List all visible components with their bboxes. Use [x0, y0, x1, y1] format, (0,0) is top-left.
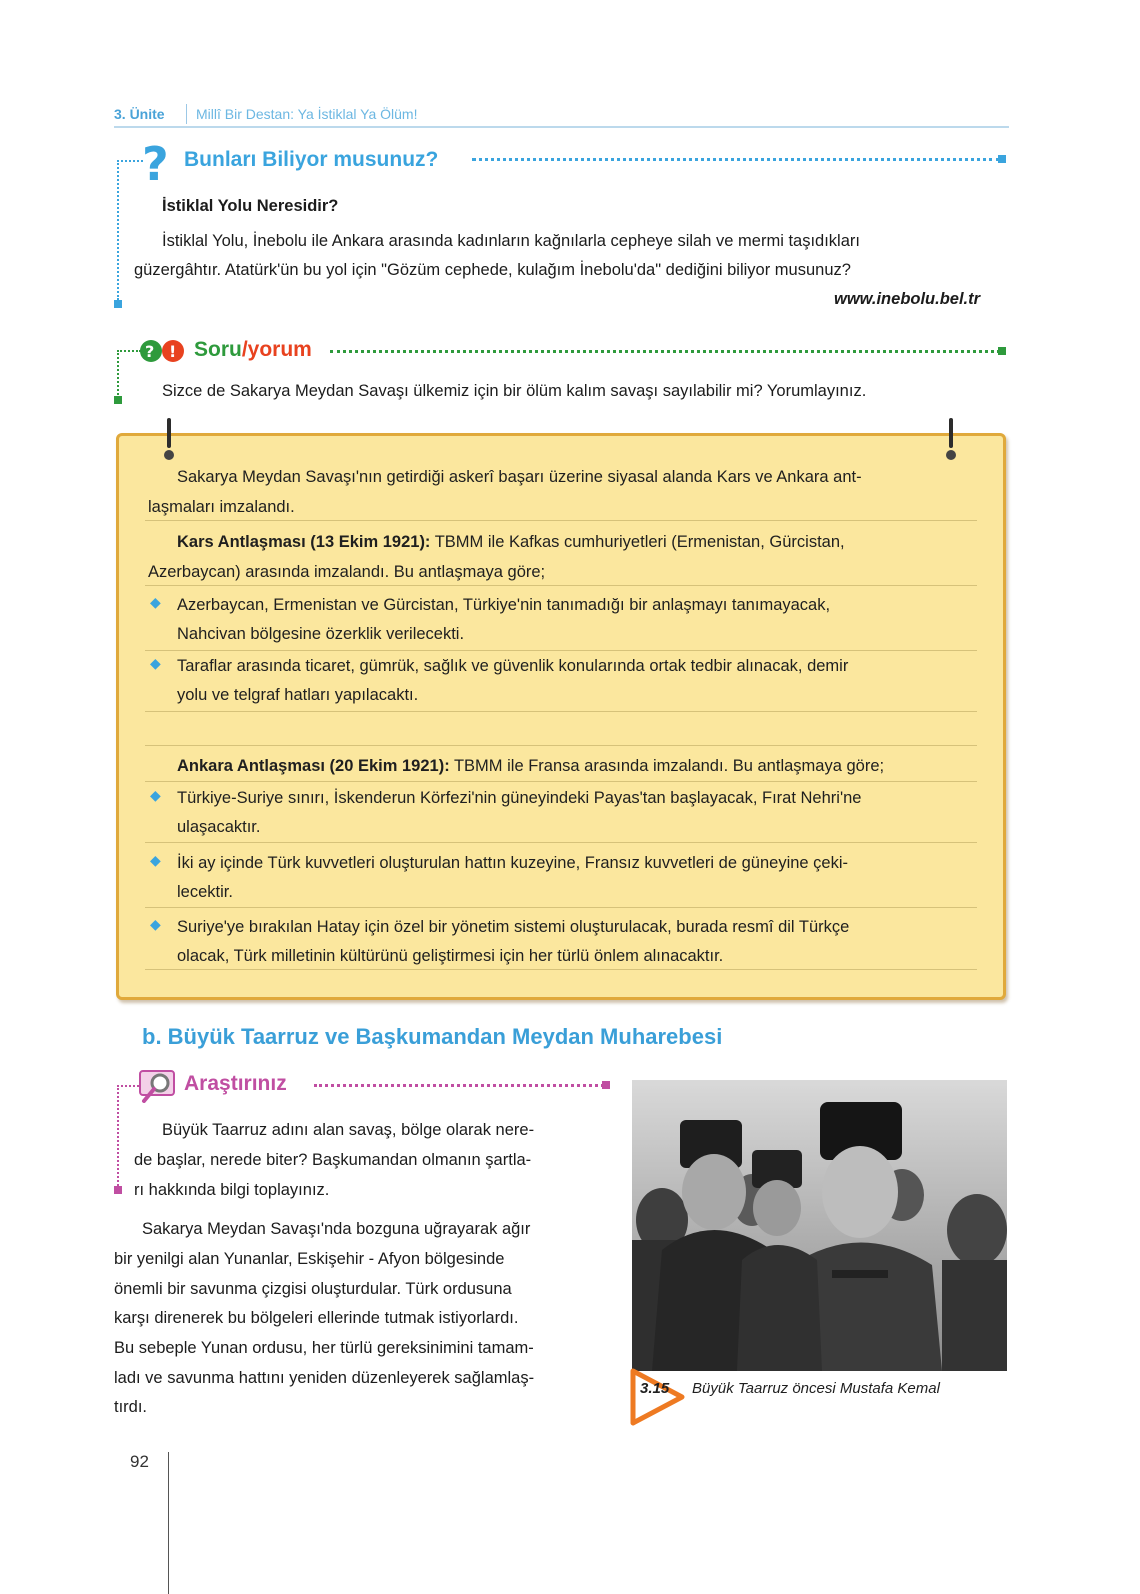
magnifier-icon	[138, 1069, 180, 1103]
svg-text:?: ?	[145, 342, 155, 361]
box-rule	[145, 842, 977, 843]
kars-item-2a: Taraflar arasında ticaret, gümrük, sağlık ve güvenlik konularında ortak tedbir alınacak, demir	[177, 657, 849, 675]
question-mark-icon	[140, 140, 176, 186]
soru-side-rule	[117, 350, 119, 398]
ankara-item-2b: lecektir.	[177, 883, 233, 901]
ankara-bold: Ankara Antlaşması (20 Ekim 1921):	[177, 757, 450, 775]
caption-triangle-icon	[630, 1368, 686, 1426]
ankara-item-1b: ulaşacaktır.	[177, 818, 261, 836]
box-intro-2: laşmaları imzalandı.	[148, 498, 295, 516]
soru-text: Sizce de Sakarya Meydan Savaşı ülkemiz için bir ölüm kalım savaşı sayılabilir mi? Yorumlayınız.	[162, 382, 867, 400]
box-rule	[145, 650, 977, 651]
kars-heading	[177, 528, 845, 557]
box-intro-1: Sakarya Meydan Savaşı'nın getirdiği askerî başarı üzerine siyasal alanda Kars ve Ankara ant-	[177, 468, 862, 486]
ankara-rest: TBMM ile Fransa arasında imzalandı. Bu antlaşmaya göre;	[449, 757, 885, 775]
box-rule	[145, 907, 977, 908]
bilgi-line-1: İstiklal Yolu, İnebolu ile Ankara arasında kadınların kağnılarla cepheye silah ve mermi taşıdıkları	[162, 232, 860, 250]
page-header	[114, 104, 1009, 128]
ankara-item-3b: olacak, Türk milletinin kültürünü geliştirmesi için her türlü önlem alınacaktır.	[177, 947, 724, 965]
unit-label: 3. Ünite	[114, 106, 165, 122]
unit-title: Millî Bir Destan: Ya İstiklal Ya Ölüm!	[196, 106, 418, 122]
figure-number: 3.15	[640, 1380, 670, 1397]
bullet-icon: ◆	[150, 852, 161, 868]
page-number-rule	[168, 1452, 169, 1594]
kars-bold: Kars Antlaşması (13 Ekim 1921):	[177, 533, 431, 551]
arastir-rule-end	[114, 1186, 122, 1194]
kars-item-1b: Nahcivan bölgesine özerklik verilecekti.	[177, 625, 465, 643]
soru-title	[194, 338, 312, 362]
body-line-6: ladı ve savunma hattını yeniden düzenleyerek sağlamlaş-	[114, 1369, 535, 1387]
bilgi-title: Bunları Biliyor musunuz?	[184, 148, 439, 171]
kars-item-1a: Azerbaycan, Ermenistan ve Gürcistan, Türkiye'nin tanımadığı bir anlaşmayı tanımayacak,	[177, 596, 831, 614]
kars-item-2b: yolu ve telgraf hatları yapılacaktı.	[177, 686, 419, 704]
arastir-title: Araştırınız	[184, 1072, 287, 1095]
soru-title-leader	[330, 350, 1000, 353]
photo-image	[632, 1080, 1007, 1371]
ankara-item-3a: Suriye'ye bırakılan Hatay için özel bir yönetim sistemi oluşturulacak, burada resmî dil Türkçe	[177, 918, 850, 936]
arastir-line-3: rı hakkında bilgi toplayınız.	[134, 1181, 330, 1199]
kars-line-2: Azerbaycan) arasında imzalandı. Bu antlaşmaya göre;	[148, 563, 546, 581]
arastir-side-rule	[117, 1085, 119, 1189]
bilgi-rule-end	[114, 300, 122, 308]
bilgi-title-end	[998, 155, 1006, 163]
bullet-icon: ◆	[150, 787, 161, 803]
section-b-heading: b. Büyük Taarruz ve Başkumandan Meydan Muharebesi	[142, 1024, 723, 1049]
body-line-1: Sakarya Meydan Savaşı'nda bozguna uğrayarak ağır	[142, 1220, 531, 1238]
speech-bubbles-icon	[140, 339, 186, 363]
ankara-item-1a: Türkiye-Suriye sınırı, İskenderun Körfezi'nin güneyindeki Payas'tan başlayacak, Fırat Nehri'ne	[177, 789, 862, 807]
bilgi-title-leader	[472, 158, 1000, 161]
bilgi-subtitle: İstiklal Yolu Neresidir?	[162, 197, 339, 215]
body-line-7: tırdı.	[114, 1398, 148, 1416]
figure-caption: Büyük Taarruz öncesi Mustafa Kemal	[692, 1380, 940, 1397]
soru-rule-end	[114, 396, 122, 404]
header-separator	[186, 104, 187, 124]
bullet-icon: ◆	[150, 594, 161, 610]
bilgi-line-2: güzergâhtır. Atatürk'ün bu yol için "Gözüm cephede, kulağım İnebolu'da" dediğini biliyor musunuz?	[134, 261, 851, 279]
arastir-line-2: de başlar, nerede biter? Başkumandan olmanın şartla-	[134, 1151, 532, 1169]
body-line-4: karşı direnerek bu bölgeleri ellerinde tutmak istiyorlardı.	[114, 1309, 519, 1327]
body-line-2: bir yenilgi alan Yunanlar, Eskişehir - Afyon bölgesinde	[114, 1250, 505, 1268]
soru-title-b: /yorum	[241, 338, 312, 361]
ankara-item-2a: İki ay içinde Türk kuvvetleri oluşturulan hattın kuzeyine, Fransız kuvvetleri de güneyine çeki-	[177, 854, 849, 872]
body-line-5: Bu sebeple Yunan ordusu, her türlü gereksinimini tamam-	[114, 1339, 534, 1357]
kars-rest: TBMM ile Kafkas cumhuriyetleri (Ermenistan, Gürcistan,	[430, 533, 845, 551]
bilgi-source: www.inebolu.bel.tr	[834, 290, 981, 308]
ankara-heading	[177, 752, 884, 781]
soru-title-a: Soru	[194, 338, 242, 361]
bilgi-side-rule	[117, 160, 119, 300]
historical-photo	[632, 1080, 1007, 1371]
pin-icon-left	[164, 418, 174, 460]
soru-title-end	[998, 347, 1006, 355]
soru-leader-left	[117, 350, 141, 352]
box-rule	[145, 781, 977, 782]
page-number: 92	[130, 1452, 149, 1471]
bullet-icon: ◆	[150, 655, 161, 671]
box-rule	[145, 711, 977, 712]
pin-icon-right	[946, 418, 956, 460]
arastir-leader-left	[117, 1085, 139, 1087]
box-rule	[145, 745, 977, 746]
svg-text:!: !	[169, 342, 177, 361]
arastir-title-leader	[314, 1084, 604, 1087]
arastir-title-end	[602, 1081, 610, 1089]
body-line-3: önemli bir savunma çizgisi oluşturdular. Türk ordusuna	[114, 1280, 512, 1298]
bullet-icon: ◆	[150, 916, 161, 932]
svg-text:?: ?	[142, 140, 169, 186]
arastir-line-1: Büyük Taarruz adını alan savaş, bölge olarak nere-	[162, 1121, 535, 1139]
